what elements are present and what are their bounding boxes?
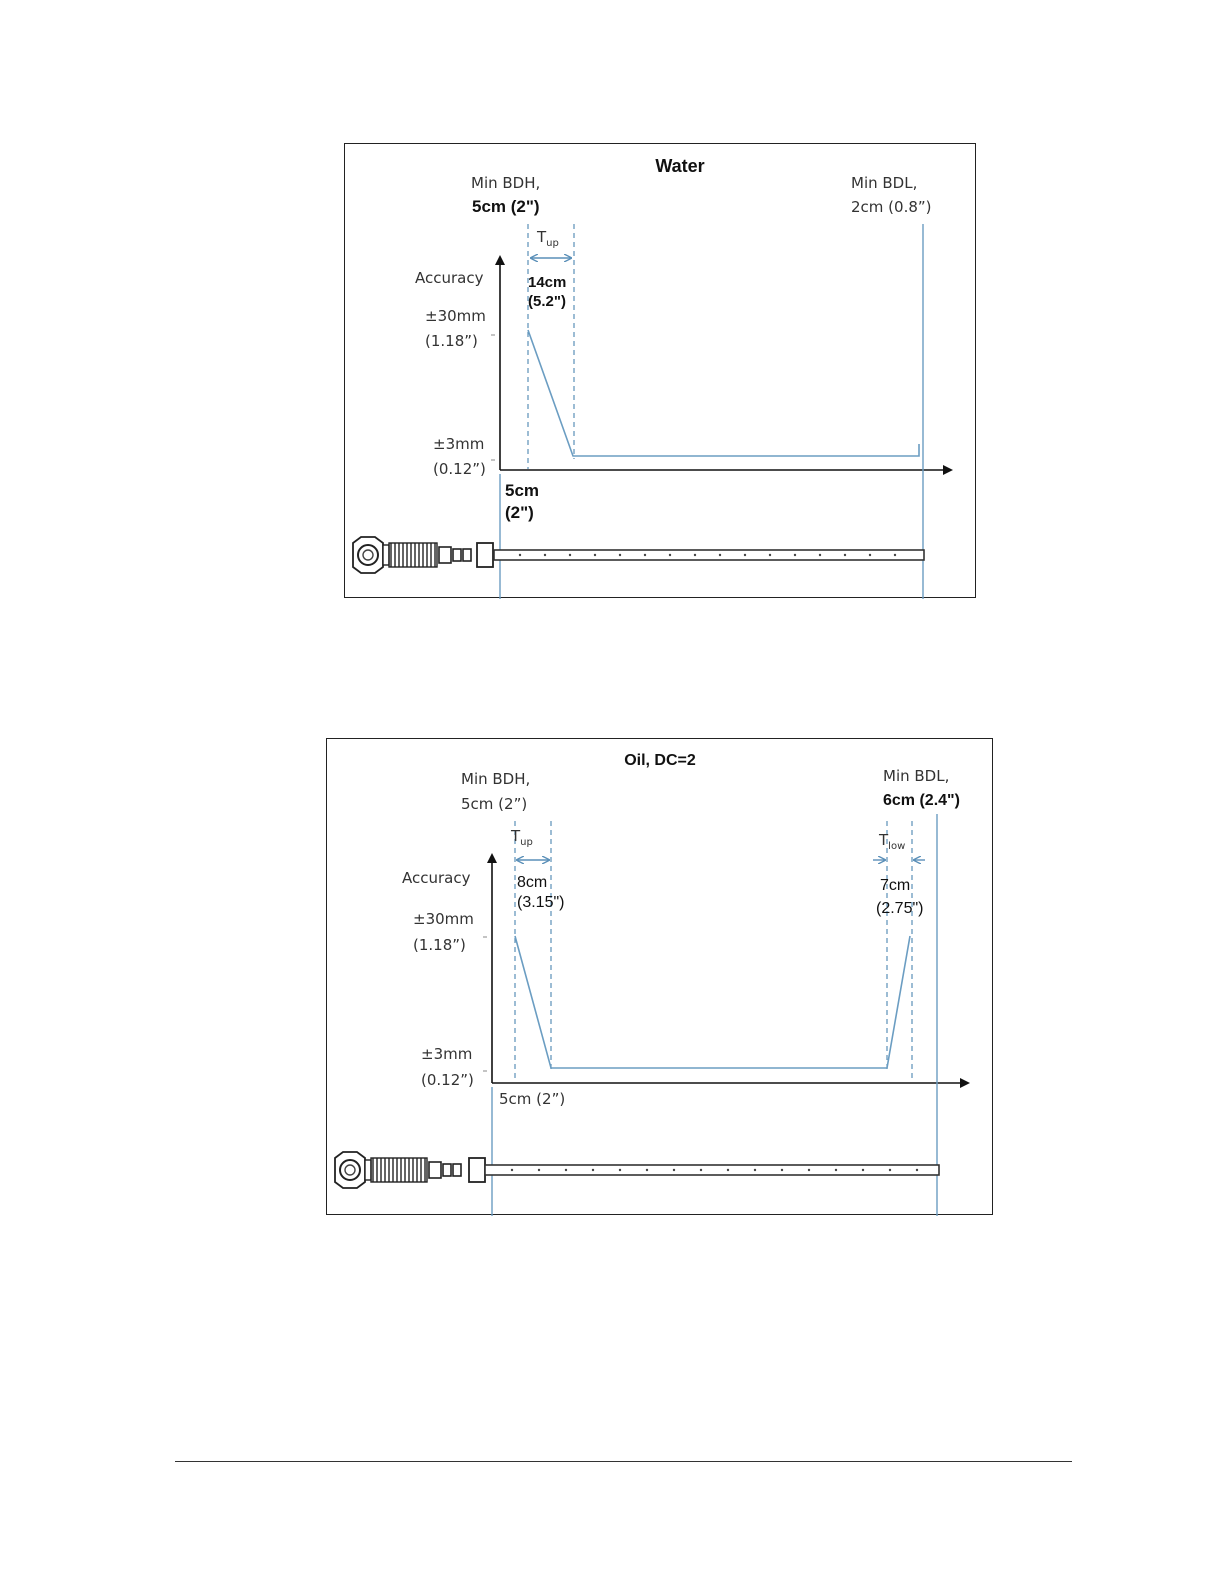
oil-tlow-value: 7cm — [880, 877, 911, 894]
oil-min-bdh-label: Min BDH, — [461, 770, 531, 788]
oil-tup-value: 8cm — [517, 874, 548, 891]
water-tup-value-inch: (5.2") — [528, 293, 566, 310]
water-tup-label: $T_{up}$ — [537, 228, 559, 249]
water-transmitter-icon — [353, 537, 493, 573]
oil-min-bdl-value: 6cm (2.4") — [883, 792, 960, 809]
oil-tlow-label: $T_{low}$ — [879, 831, 906, 852]
oil-y-low-label-inch: (0.12”) — [421, 1071, 474, 1089]
water-diagram-frame — [344, 143, 976, 598]
oil-tup-label: $T_{up}$ — [511, 827, 533, 848]
water-y-high-label: ±30mm — [425, 307, 486, 325]
oil-tlow-value-inch: (2.75") — [876, 900, 924, 917]
oil-x-mark-value: 5cm (2”) — [499, 1090, 566, 1108]
water-probe-rod — [494, 550, 924, 560]
water-y-axis-label: Accuracy — [415, 269, 484, 287]
oil-diagram-frame — [326, 738, 993, 1215]
footer-rule — [175, 1461, 1072, 1462]
oil-y-axis-label: Accuracy — [402, 869, 471, 887]
water-min-bdl-value: 2cm (0.8”) — [851, 198, 932, 216]
water-min-bdh-label: Min BDH, — [471, 174, 541, 192]
oil-accuracy-curve — [515, 936, 910, 1068]
water-tup-value: 14cm — [528, 274, 567, 291]
water-y-high-label-inch: (1.18”) — [425, 332, 478, 350]
oil-min-bdh-value: 5cm (2”) — [461, 795, 528, 813]
water-diagram — [345, 144, 977, 599]
water-min-bdh-value: 5cm (2") — [472, 197, 540, 216]
oil-tup-value-inch: (3.15") — [517, 894, 565, 911]
water-x-mark-value: 5cm — [505, 481, 540, 500]
water-y-low-label: ±3mm — [433, 435, 485, 453]
oil-y-low-label: ±3mm — [421, 1045, 473, 1063]
oil-y-high-label: ±30mm — [413, 910, 474, 928]
oil-title: Oil, DC=2 — [624, 752, 696, 769]
oil-transmitter-icon — [335, 1152, 485, 1188]
oil-y-high-label-inch: (1.18”) — [413, 936, 466, 954]
water-min-bdl-label: Min BDL, — [851, 174, 918, 192]
oil-probe-rod — [485, 1165, 939, 1175]
water-x-mark-value-inch: (2") — [505, 503, 534, 522]
water-accuracy-curve — [528, 330, 919, 456]
oil-diagram — [327, 739, 994, 1216]
oil-min-bdl-label: Min BDL, — [883, 767, 950, 785]
water-y-low-label-inch: (0.12”) — [433, 460, 486, 478]
water-title: Water — [655, 156, 705, 176]
